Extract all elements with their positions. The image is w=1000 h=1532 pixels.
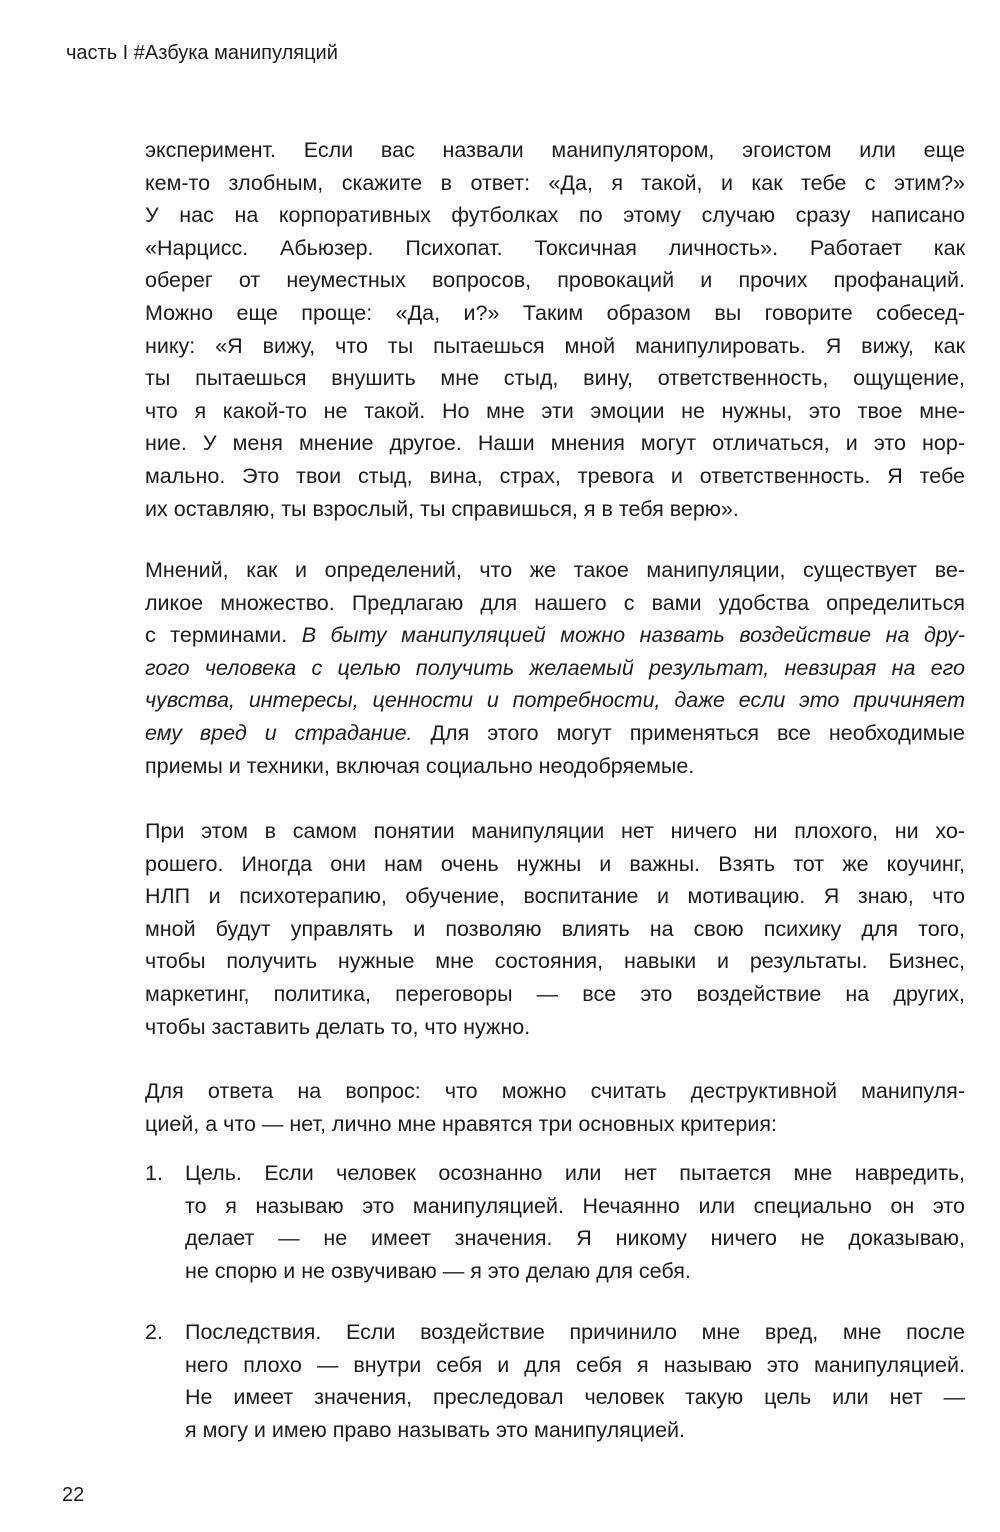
italic-definition: В быту манипуляцией можно назвать воздействие на дру- [301, 623, 965, 648]
text-line: мально. Это твои стыд, вина, страх, тревога и ответственность. Я тебе [145, 463, 965, 488]
italic-definition: чувства, интересы, ценности и потребности, даже если это причиняет [145, 688, 965, 713]
text-line: ние. У меня мнение другое. Наши мнения могут отличаться, и это нор- [145, 431, 965, 456]
text-line: чтобы заставить делать то, что нужно. [145, 1014, 531, 1039]
italic-definition: гого человека с целью получить желаемый результат, невзирая на его [145, 655, 965, 680]
text-line: ты пытаешься внушить мне стыд, вину, ответственность, ощущение, [145, 366, 965, 391]
text-line: него плохо — внутри себя и для себя я называю это манипуляцией. [185, 1352, 965, 1377]
text-line: ликое множество. Предлагаю для нашего с вами удобства определиться [145, 590, 965, 615]
paragraph-4 [145, 1075, 965, 1140]
text-line: НЛП и психотерапию, обучение, воспитание и мотивацию. Я знаю, что [145, 884, 965, 909]
text-line: чтобы получить нужные мне состояния, навыки и результаты. Бизнес, [145, 949, 965, 974]
text-line: делает — не имеет значения. Я никому ничего не доказываю, [185, 1226, 965, 1251]
list-item [185, 1316, 965, 1446]
running-header: часть I #Азбука манипуляций [66, 42, 338, 64]
text-line: При этом в самом понятии манипуляции нет ничего ни плохого, ни хо- [145, 819, 965, 843]
text-line: приемы и техники, включая социально неодобряемые. [145, 753, 695, 778]
text-line: мной будут управлять и позволяю влиять на свою психику для того, [145, 916, 965, 941]
text-line: их оставляю, ты взрослый, ты справишься, я в тебя верю». [145, 496, 739, 521]
text-line: Цель. Если человек осознанно или нет пытается мне навредить, [185, 1161, 965, 1185]
italic-definition: ему вред и страдание. [145, 720, 413, 745]
text-line: кем-то злобным, скажите в ответ: «Да, я такой, и как тебе с этим?» [145, 170, 965, 195]
list-number: 2. [145, 1320, 163, 1344]
paragraph-1 [145, 134, 965, 525]
paragraph-2 [145, 554, 965, 782]
text-line: рошего. Иногда они нам очень нужны и важны. Взять тот же коучинг, [145, 851, 965, 876]
text-segment: Для этого могут применяться все необходимые [412, 720, 965, 745]
text-line: не спорю и не озвучиваю — я это делаю для себя. [185, 1258, 691, 1283]
text-line [145, 619, 965, 652]
text-line: маркетинг, политика, переговоры — все это воздействие на других, [145, 981, 965, 1006]
text-line: У нас на корпоративных футболках по этому случаю сразу написано [145, 203, 965, 228]
text-line: «Нарцисс. Абьюзер. Психопат. Токсичная личность». Работает как [145, 235, 965, 260]
text-line: Для ответа на вопрос: что можно считать деструктивной манипуля- [145, 1079, 965, 1103]
text-line: цией, а что — нет, лично мне нравятся три основных критерия: [145, 1111, 777, 1136]
text-line: то я называю это манипуляцией. Нечаянно или специально он это [185, 1193, 965, 1218]
text-line [145, 684, 965, 717]
text-line: эксперимент. Если вас назвали манипулятором, эгоистом или еще [145, 138, 965, 162]
text-line: оберег от неуместных вопросов, провокаций и прочих профанаций. [145, 268, 965, 293]
list-item [185, 1157, 965, 1287]
text-line: что я какой-то не такой. Но мне эти эмоции не нужны, это твое мне- [145, 398, 965, 423]
paragraph-3 [145, 815, 965, 1043]
text-line: Последствия. Если воздействие причинило мне вред, мне после [185, 1320, 965, 1344]
text-line: я могу и имею право называть это манипуляцией. [185, 1417, 686, 1442]
text-line: Мнений, как и определений, что же такое манипуляции, существует ве- [145, 558, 965, 582]
text-line: Можно еще проще: «Да, и?» Таким образом вы говорите собесед- [145, 300, 965, 325]
text-line [145, 652, 965, 685]
page-number: 22 [62, 1484, 85, 1506]
text-line [145, 717, 965, 750]
text-line: нику: «Я вижу, что ты пытаешься мной манипулировать. Я вижу, как [145, 333, 965, 358]
text-line: Не имеет значения, преследовал человек такую цель или нет — [185, 1385, 965, 1410]
text-segment: с терминами. [145, 623, 302, 648]
list-number: 1. [145, 1161, 163, 1185]
